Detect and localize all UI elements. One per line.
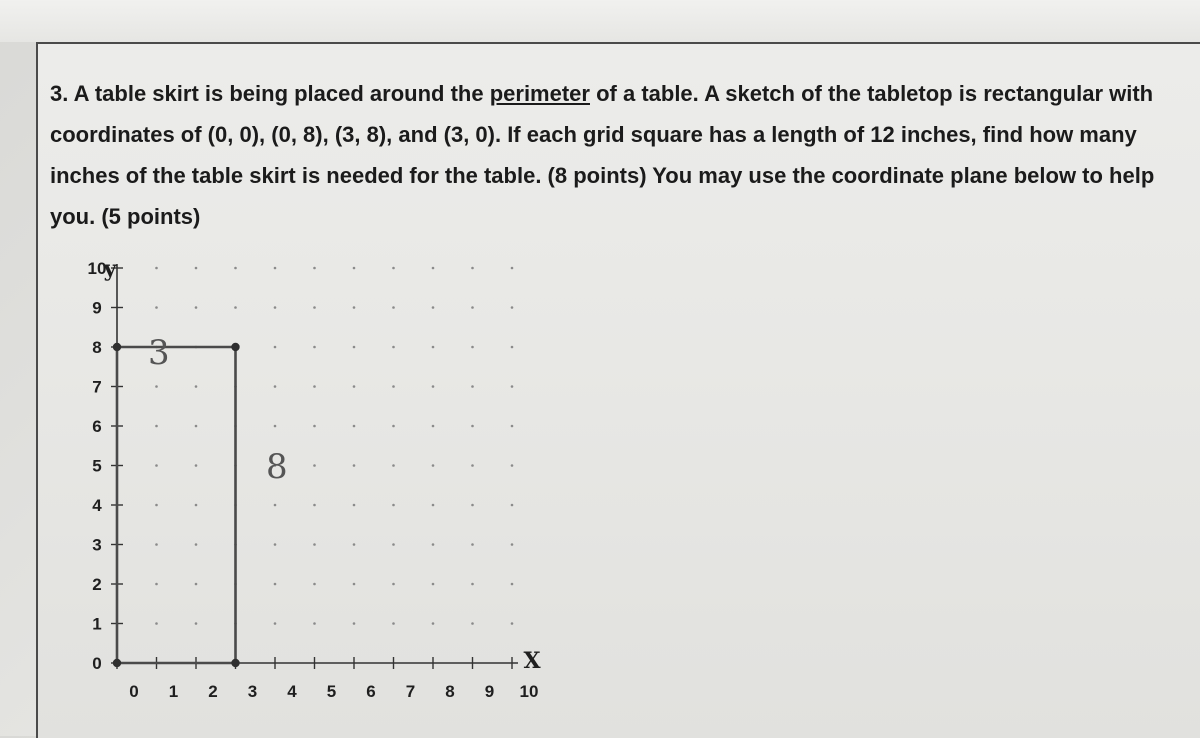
grid-dot	[471, 583, 474, 586]
grid-dot	[195, 543, 198, 546]
grid-dot	[511, 504, 514, 507]
grid-dot	[511, 267, 514, 270]
x-tick-label: 4	[287, 682, 297, 701]
grid-dot	[392, 306, 395, 309]
grid-dot	[471, 425, 474, 428]
grid-dot	[471, 267, 474, 270]
grid-dot	[471, 622, 474, 625]
grid-dot	[155, 267, 158, 270]
grid-dot	[274, 267, 277, 270]
grid-dot	[471, 543, 474, 546]
grid-dot	[392, 504, 395, 507]
x-tick-label: 0	[129, 682, 139, 701]
grid-dot	[274, 425, 277, 428]
x-tick-label: 2	[208, 682, 218, 701]
grid-dot	[234, 306, 237, 309]
grid-dot	[155, 385, 158, 388]
grid-dot	[353, 425, 356, 428]
grid-dot	[353, 543, 356, 546]
grid-dot	[432, 346, 435, 349]
grid-dot	[353, 306, 356, 309]
grid-dot	[511, 346, 514, 349]
underlined-term: perimeter	[489, 81, 590, 106]
x-tick-label: 9	[484, 682, 495, 701]
y-tick-label: 8	[92, 338, 102, 357]
grid-dot	[471, 464, 474, 467]
question-intro: A table skirt is being placed around the	[73, 81, 490, 106]
grid-dot	[471, 385, 474, 388]
grid-dot	[313, 583, 316, 586]
grid-dot	[353, 346, 356, 349]
grid-dot	[195, 385, 198, 388]
x-tick-label: 1	[168, 682, 179, 701]
grid-dot	[432, 464, 435, 467]
y-tick-label: 0	[92, 654, 102, 673]
grid-dot	[511, 464, 514, 467]
tick-marks	[111, 268, 512, 669]
grid-dot	[155, 543, 158, 546]
grid-dot	[195, 622, 198, 625]
x-tick-label: 3	[247, 682, 258, 701]
grid-dot	[511, 306, 514, 309]
grid-dot	[274, 385, 277, 388]
grid-dot	[511, 622, 514, 625]
grid-dot	[432, 267, 435, 270]
grid-dot	[511, 425, 514, 428]
y-tick-label: 4	[92, 496, 102, 515]
x-tick-label: 5	[326, 682, 337, 701]
tick-labels	[88, 259, 539, 701]
grid-dot	[432, 543, 435, 546]
y-tick-label: 7	[92, 377, 102, 397]
grid-dot	[313, 385, 316, 388]
grid-dot	[313, 346, 316, 349]
grid-dot	[353, 385, 356, 388]
grid-dot	[274, 346, 277, 349]
grid-dot	[313, 425, 316, 428]
grid-dot	[195, 504, 198, 507]
grid-dot	[432, 425, 435, 428]
y-tick-label: 5	[92, 456, 102, 476]
grid-dot	[274, 583, 277, 586]
grid-dot	[392, 267, 395, 270]
grid-dots	[155, 267, 513, 625]
grid-dot	[511, 385, 514, 388]
grid-dot	[313, 504, 316, 507]
grid-dot	[471, 504, 474, 507]
y-axis-label: y	[103, 256, 117, 282]
rectangle-outline	[117, 347, 236, 663]
y-tick-label: 3	[92, 535, 102, 555]
grid-dot	[274, 306, 277, 309]
grid-dot	[313, 267, 316, 270]
grid-dot	[313, 543, 316, 546]
grid-dot	[353, 504, 356, 507]
grid-dot	[313, 622, 316, 625]
y-tick-label: 6	[92, 417, 102, 436]
vertex-point	[231, 343, 239, 351]
grid-dot	[313, 306, 316, 309]
grid-dot	[353, 267, 356, 270]
vertex-point	[113, 343, 121, 351]
x-tick-label: 7	[405, 682, 416, 701]
grid-dot	[155, 583, 158, 586]
grid-dot	[234, 267, 237, 270]
grid-dot	[392, 583, 395, 586]
x-tick-label: 10	[519, 682, 539, 701]
grid-dot	[392, 346, 395, 349]
width-annotation: 3	[148, 333, 170, 373]
grid-dot	[432, 385, 435, 388]
grid-dot	[471, 346, 474, 349]
grid-dot	[155, 425, 158, 428]
grid-dot	[392, 622, 395, 625]
question-number: 3.	[50, 81, 69, 106]
grid-dot	[353, 464, 356, 467]
vertex-point	[113, 659, 121, 667]
y-tick-label: 10	[87, 259, 107, 278]
grid-dot	[511, 543, 514, 546]
grid-dot	[432, 504, 435, 507]
grid-dot	[353, 622, 356, 625]
grid-dot	[155, 464, 158, 467]
x-tick-label: 8	[445, 682, 455, 701]
grid-dot	[274, 504, 277, 507]
grid-dot	[195, 306, 198, 309]
grid-dot	[392, 425, 395, 428]
y-tick-label: 9	[92, 298, 102, 318]
question-body: of a table. A sketch of the tabletop is rectangular with coordinates of (0, 0), (0, 8), (3, 8), and (3, 0). If each grid square has a length of 12 inches, find how many inches of the table skirt is needed for the table. (8 points) You may use the coordinate plane below to help you. (5 points)	[50, 81, 1155, 229]
grid-dot	[432, 306, 435, 309]
x-tick-label: 6	[366, 682, 376, 701]
grid-dot	[392, 464, 395, 467]
grid-dot	[471, 306, 474, 309]
grid-dot	[195, 267, 198, 270]
grid-dot	[155, 504, 158, 507]
tabletop-sketch	[113, 343, 240, 667]
x-axis-label: X	[523, 648, 541, 674]
grid-dot	[392, 543, 395, 546]
grid-dot	[155, 306, 158, 309]
grid-dot	[392, 385, 395, 388]
grid-dot	[353, 583, 356, 586]
grid-dot	[432, 622, 435, 625]
axes	[117, 264, 518, 663]
grid-dot	[432, 583, 435, 586]
grid-dot	[511, 583, 514, 586]
grid-dot	[155, 622, 158, 625]
grid-dot	[274, 622, 277, 625]
grid-dot	[195, 425, 198, 428]
grid-dot	[313, 464, 316, 467]
grid-dot	[274, 543, 277, 546]
y-tick-label: 2	[92, 575, 102, 594]
grid-dot	[195, 583, 198, 586]
height-annotation: 8	[266, 447, 288, 487]
grid-dot	[195, 464, 198, 467]
y-tick-label: 1	[92, 614, 102, 634]
vertex-point	[231, 659, 239, 667]
